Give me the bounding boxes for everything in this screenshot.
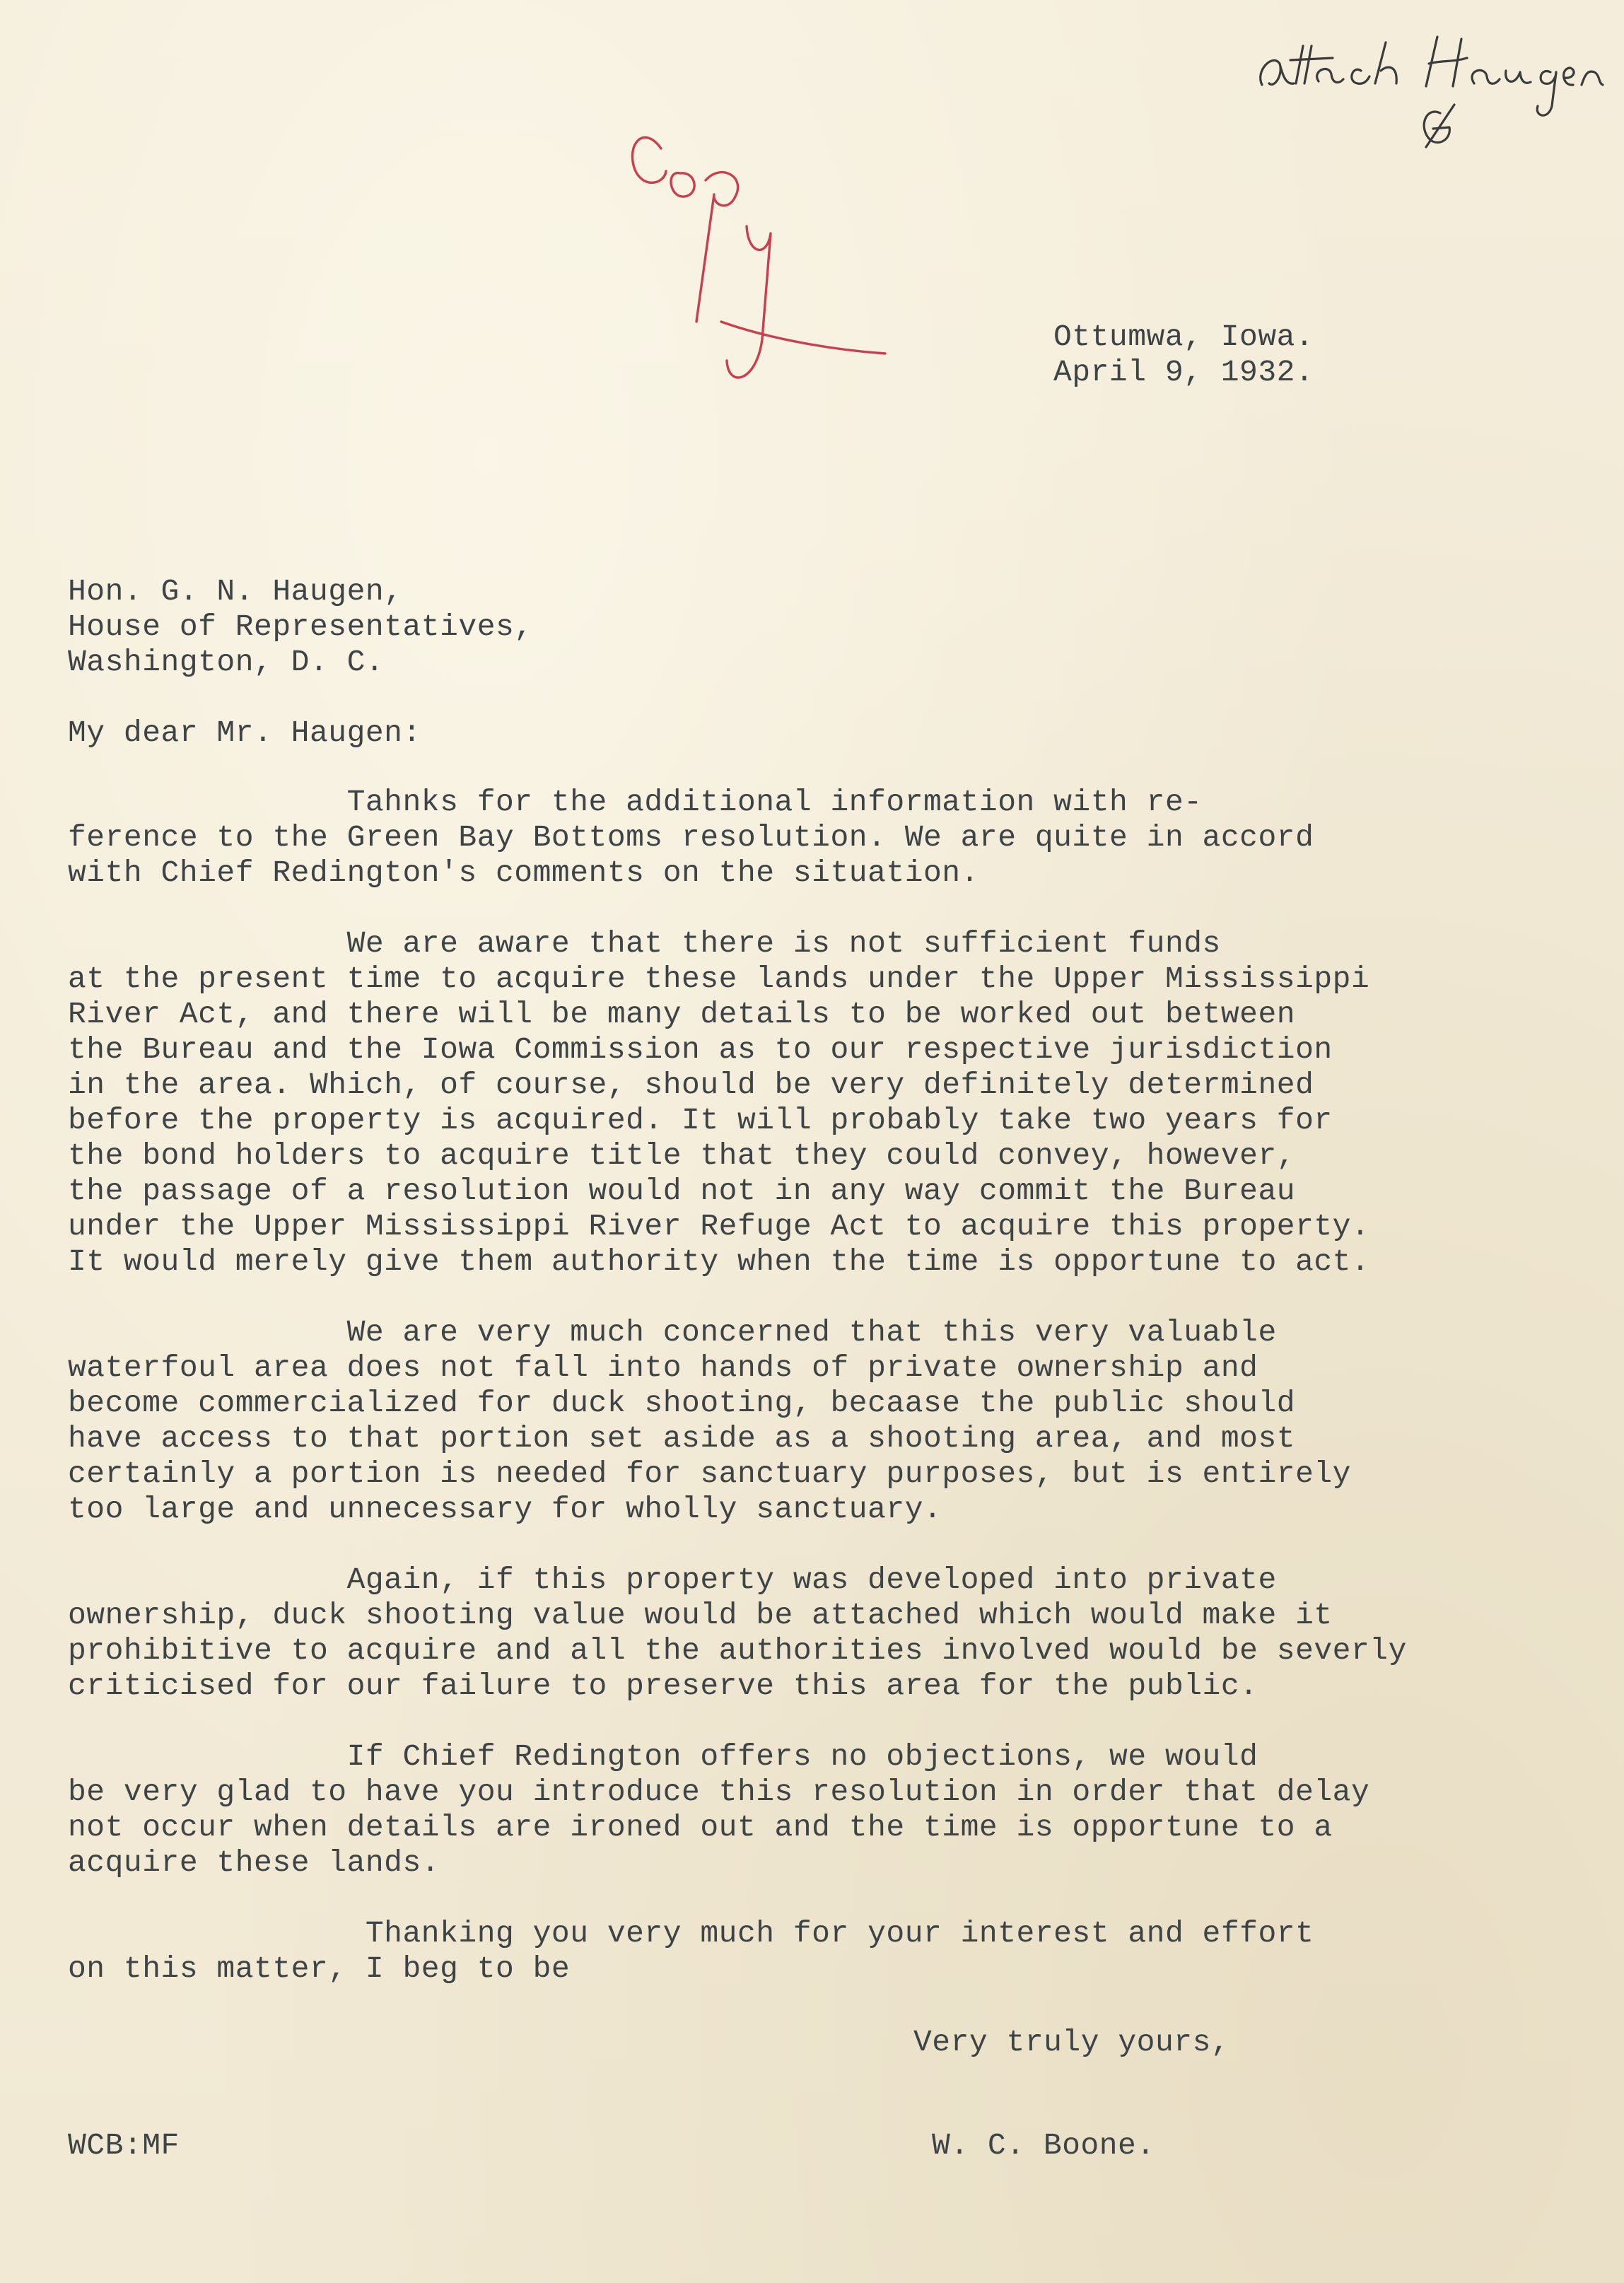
reference-initials: WCB:MF [68,2128,180,2163]
salutation: My dear Mr. Haugen: [68,716,421,750]
paragraph-2: We are aware that there is not sufficient funds at the present time to acquire these lands under the Upper Mississippi River Act, and there will be many details to be worked out between the Bureau and the Iowa Commission as to our respective jurisdiction in the area. Which, of course, should be very definitely determined before the property is acquired. It will probably take two years for the bond holders to acquire title that they could convey, however, the passage of a resolution would not in any way commit the Bureau under the Upper Mississippi River Refuge Act to acquire this property. It would merely give them authority when the time is opportune to act. [68,926,1370,1279]
copy-stamp [622,106,898,417]
paragraph-1: Tahnks for the additional information with re- ference to the Green Bay Bottoms resolution. We are quite in accord with Chief Redington's comments on the situation. [68,785,1314,890]
paragraph-3: We are very much concerned that this very valuable waterfoul area does not fall into hands of private ownership and become commercialized for duck shooting, becaase the public should have access to that portion set aside as a shooting area, and most certainly a portion is needed for sanctuary purposes, but is entirely too large and unnecessary for wholly sanctuary. [68,1315,1351,1526]
dateline: Ottumwa, Iowa. April 9, 1932. [1053,320,1314,390]
paragraph-5: If Chief Redington offers no objections, we would be very glad to have you introduce this resolution in order that delay not occur when details are ironed out and the time is opportune to a acquire these lands. [68,1739,1370,1880]
paragraph-6: Thanking you very much for your interest and effort on this matter, I beg to be [68,1916,1314,1986]
signer-name: W. C. Boone. [932,2128,1155,2163]
recipient-address: Hon. G. N. Haugen, House of Representatives, Washington, D. C. [68,574,533,679]
paragraph-4: Again, if this property was developed into private ownership, duck shooting value would be attached which would make it prohibitive to acquire and all the authorities involved would be severly criticised for our failure to preserve this area for the public. [68,1563,1407,1703]
handwritten-note-attach-haugen [1241,21,1616,156]
complimentary-closing: Very truly yours, [913,2025,1230,2060]
